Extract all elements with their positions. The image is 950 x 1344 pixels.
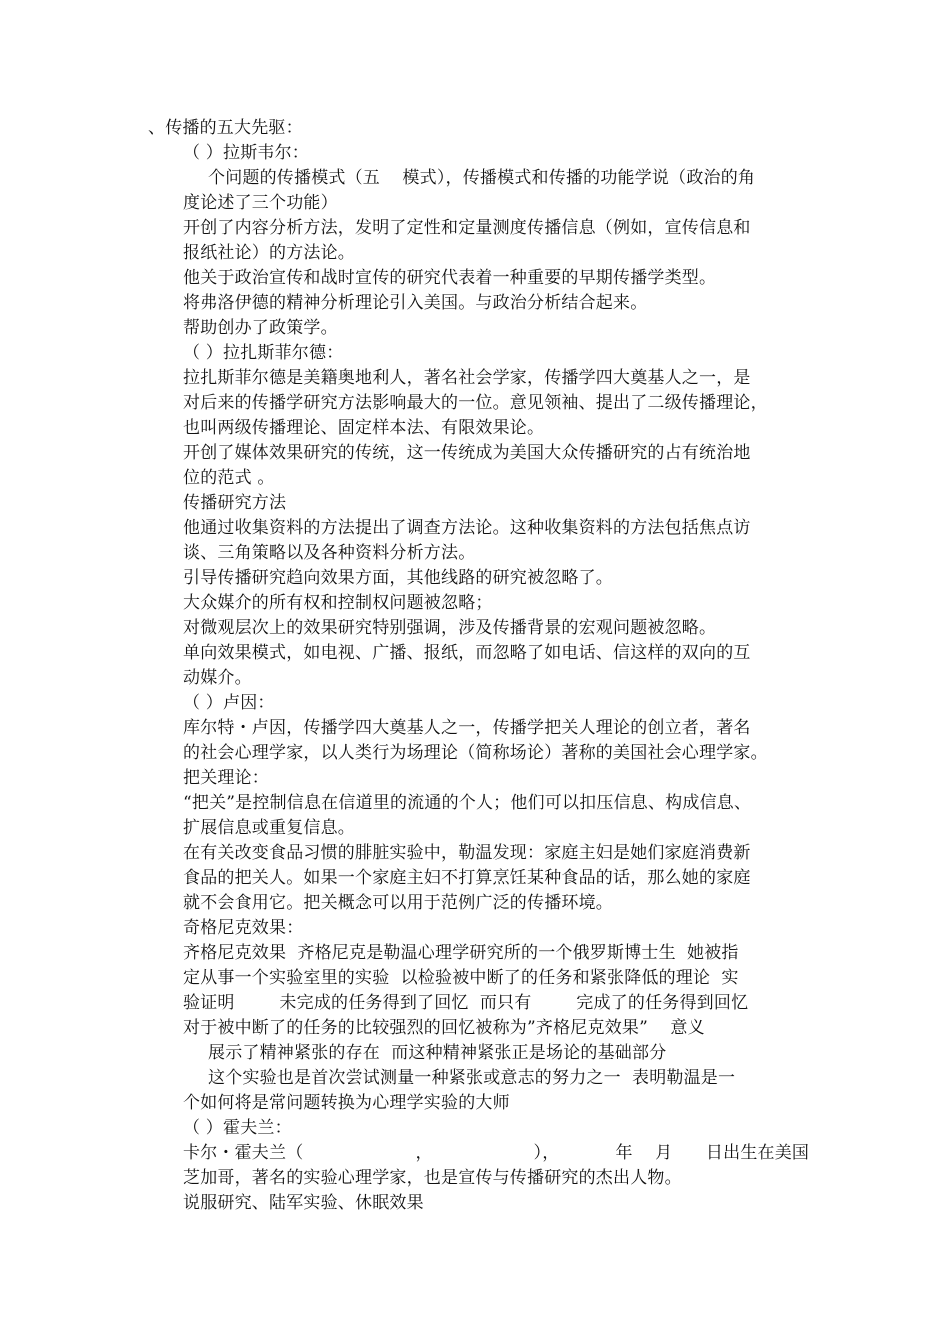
- text-line: “把关”是控制信息在信道里的流通的个人；他们可以扣压信息、构成信息、: [183, 793, 752, 813]
- text-line: 芝加哥，著名的实验心理学家，也是宣传与传播研究的杰出人物。: [183, 1168, 682, 1188]
- text-line: 的社会心理学家，以人类行为场理论（简称场论）著称的美国社会心理学家。: [183, 743, 768, 763]
- text-line: 度论述了三个功能）: [183, 193, 338, 213]
- text-line: 食品的把关人。如果一个家庭主妇不打算烹饪某种食品的话，那么她的家庭: [183, 868, 751, 888]
- text-line: 扩展信息或重复信息。: [183, 818, 355, 838]
- subheading-lewin: （ ）卢因：: [183, 693, 275, 713]
- text-line: 对微观层次上的效果研究特别强调，涉及传播背景的宏观问题被忽略。: [183, 618, 717, 638]
- text-line: 他通过收集资料的方法提出了调查方法论。这种收集资料的方法包括焦点访: [183, 518, 751, 538]
- text-line: 个如何将是常问题转换为心理学实验的大师: [183, 1093, 510, 1113]
- text-line: 个问题的传播模式（五 模式），传播模式和传播的功能学说（政治的角: [208, 168, 756, 188]
- text-line: 卡尔・霍夫兰（ ， ）， 年 月 日出生在美国: [183, 1143, 810, 1163]
- text-line: 齐格尼克效果 齐格尼克是勒温心理学研究所的一个俄罗斯博士生 她被指: [183, 943, 739, 963]
- section-heading: 、传播的五大先驱：: [148, 118, 303, 138]
- text-line: 引导传播研究趋向效果方面，其他线路的研究被忽略了。: [183, 568, 613, 588]
- text-line: 定从事一个实验室里的实验 以检验被中断了的任务和紧张降低的理论 实: [183, 968, 739, 988]
- text-line: 对于被中断了的任务的比较强烈的回忆被称为”齐格尼克效果” 意义: [183, 1018, 705, 1038]
- text-line: 在有关改变食品习惯的腓脏实验中，勒温发现：家庭主妇是她们家庭消费新: [183, 843, 751, 863]
- text-line: 展示了精神紧张的存在 而这种精神紧张正是场论的基础部分: [208, 1043, 667, 1063]
- subheading-lazarsfeld: （ ）拉扎斯菲尔德：: [183, 343, 344, 363]
- text-line: 开创了内容分析方法，发明了定性和定量测度传播信息（例如，宣传信息和: [183, 218, 751, 238]
- text-line: 拉扎斯菲尔德是美籍奥地利人，著名社会学家，传播学四大奠基人之一，是: [183, 368, 751, 388]
- text-line: 说服研究、陆军实验、休眠效果: [183, 1193, 424, 1213]
- text-line: 帮助创办了政策学。: [183, 318, 338, 338]
- text-line: 动媒介。: [183, 668, 252, 688]
- text-line: 库尔特・卢因，传播学四大奠基人之一，传播学把关人理论的创立者，著名: [183, 718, 751, 738]
- text-line: 大众媒介的所有权和控制权问题被忽略；: [183, 593, 493, 613]
- subheading-hovland: （ ）霍夫兰：: [183, 1118, 292, 1138]
- text-line: 位的范式 。: [183, 468, 275, 488]
- text-line: 将弗洛伊德的精神分析理论引入美国。与政治分析结合起来。: [183, 293, 648, 313]
- text-line: 验证明 未完成的任务得到了回忆 而只有 完成了的任务得到回忆: [183, 993, 749, 1013]
- text-line: 这个实验也是首次尝试测量一种紧张或意志的努力之一 表明勒温是一: [208, 1068, 736, 1088]
- text-line: 他关于政治宣传和战时宣传的研究代表着一种重要的早期传播学类型。: [183, 268, 717, 288]
- text-line: 奇格尼克效果：: [183, 918, 304, 938]
- text-line: 也叫两级传播理论、固定样本法、有限效果论。: [183, 418, 545, 438]
- text-line: 就不会食用它。把关概念可以用于范例广泛的传播环境。: [183, 893, 613, 913]
- text-line: 传播研究方法: [183, 493, 287, 513]
- subheading-lasswell: （ ）拉斯韦尔：: [183, 143, 310, 163]
- text-line: 把关理论：: [183, 768, 269, 788]
- text-line: 单向效果模式，如电视、广播、报纸，而忽略了如电话、信这样的双向的互: [183, 643, 751, 663]
- text-line: 报纸社论）的方法论。: [183, 243, 355, 263]
- text-line: 开创了媒体效果研究的传统，这一传统成为美国大众传播研究的占有统治地: [183, 443, 751, 463]
- text-line: 对后来的传播学研究方法影响最大的一位。意见领袖、提出了二级传播理论，: [183, 393, 768, 413]
- text-line: 谈、三角策略以及各种资料分析方法。: [183, 543, 476, 563]
